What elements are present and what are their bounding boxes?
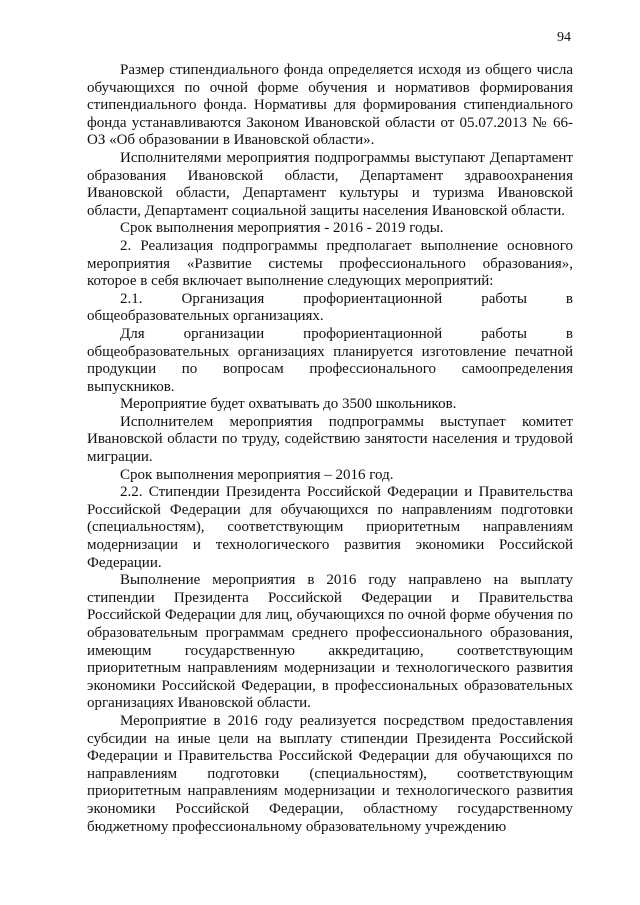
paragraph-subsidy: Мероприятие в 2016 году реализуется посредством предоставления субсидии на иные цели на выплату стипендии Президента Российской Федерации и Правительства Российской Федерации для обучающихся по направлениям подготовки (специальностям), соответствующим приоритетным направлениям модернизации и технологического развития экономики Российской Федерации, областному государственному бюджетному профессиональному образовательному учреждению <box>87 712 573 835</box>
paragraph-term-2016: Срок выполнения мероприятия – 2016 год. <box>120 466 394 483</box>
paragraph-coverage: Мероприятие будет охватывать до 3500 школьников. <box>120 396 457 413</box>
paragraph-item-2-2: 2.2. Стипендии Президента Российской Федерации и Правительства Российской Федерации для обучающихся по направлениям подготовки (специальностям), соответствующим приоритетным направлениям модернизации и технологического развития экономики Российской Федерации. <box>87 484 573 571</box>
paragraph-labor-committee: Исполнителем мероприятия подпрограммы выступает комитет Ивановской области по труду, содействию занятости населения и трудовой миграции. <box>87 413 573 466</box>
paragraph-main-activity: 2. Реализация подпрограммы предполагает выполнение основного мероприятия «Развитие системы профессионального образования», которое в себя включает выполнение следующих мероприятий: <box>87 237 573 290</box>
paragraph-implementation: Выполнение мероприятия в 2016 году направлено на выплату стипендии Президента Российской Федерации и Правительства Российской Федерации для лиц, обучающихся по очной форме обучения по образовательным программам среднего профессионального образования, имеющим государственную аккредитацию, соответствующим приоритетным направлениям модернизации и технологического развития экономики Российской Федерации, в профессиональных образовательных организациях Ивановской области. <box>87 572 573 712</box>
paragraph-term: Срок выполнения мероприятия - 2016 - 2019 годы. <box>120 220 444 237</box>
paragraph-stipend-fund: Размер стипендиального фонда определяется исходя из общего числа обучающихся по очной форме обучения и нормативов формирования стипендиального фонда. Нормативы для формирования стипендиального фонда устанавливаются Законом Ивановской области от 05.07.2013 № 66-ОЗ «Об образовании в Ивановской области». <box>87 62 573 149</box>
paragraph-executors: Исполнителями мероприятия подпрограммы выступают Департамент образования Ивановской области, Департамент здравоохранения Ивановской области, Департамент культуры и туризма Ивановской области, Департамент социальной защиты населения Ивановской области. <box>87 149 573 219</box>
page-number: 94 <box>557 30 571 45</box>
document-body <box>87 0 573 836</box>
paragraph-item-2-1: 2.1. Организация профориентационной работы в общеобразовательных организациях. <box>87 290 573 325</box>
paragraph-career-guidance: Для организации профориентационной работы в общеобразовательных организациях планируется изготовление печатной продукции по вопросам профессионального самоопределения выпускников. <box>87 325 573 395</box>
